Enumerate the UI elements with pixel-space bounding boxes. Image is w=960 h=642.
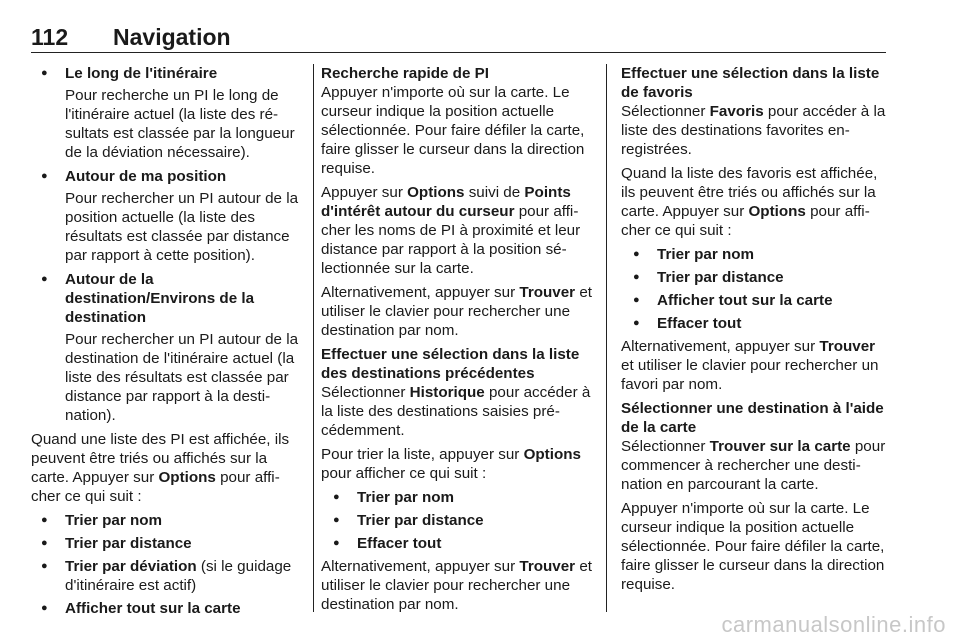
paragraph: Alternativement, appuyer sur Trouver et utiliser le clavier pour rechercher une destination par nom. bbox=[321, 558, 592, 613]
sort-options-list bbox=[621, 245, 888, 333]
list-item: ● Afficher tout sur la carte bbox=[621, 291, 888, 310]
list-item-description: Pour rechercher un PI autour de la destination de l'itinéraire actuel (la liste des résultats est classée par distance par rapport à la destination). bbox=[65, 331, 299, 424]
section-heading: Effectuer une sélection dans la liste des destinations précédentes bbox=[321, 346, 580, 382]
paragraph: Appuyer sur Options suivi de Points d'intérêt autour du curseur pour afficher les noms de PI à proximité et leur distance par rapport à la position sélectionnée sur la carte. bbox=[321, 184, 581, 277]
list-item bbox=[31, 270, 299, 425]
paragraph: Quand la liste des favoris est affichée, ils peuvent être triés ou affichés sur la carte. Appuyer sur Options pour afficher ce qui suit : bbox=[621, 165, 878, 239]
list-item: ● Effacer tout bbox=[321, 534, 592, 553]
list-item bbox=[31, 167, 299, 265]
list-item: ● Trier par nom bbox=[31, 511, 299, 530]
list-item: ● Trier par distance bbox=[621, 268, 888, 287]
paragraph: Alternativement, appuyer sur Trouver et utiliser le clavier pour rechercher un favori par nom. bbox=[621, 338, 879, 393]
paragraph: Appuyer n'importe où sur la carte. Le curseur indique la position actuelle sélectionnée. Pour faire défiler la carte, faire glisser le curseur dans la direction requise. bbox=[621, 500, 885, 593]
column-divider bbox=[606, 64, 607, 612]
section-heading: Recherche rapide de PI bbox=[321, 65, 489, 82]
list-item: ● Trier par nom bbox=[321, 488, 592, 507]
list-item: ● Trier par distance bbox=[31, 534, 299, 553]
column-left bbox=[31, 64, 299, 622]
page-header bbox=[31, 22, 886, 53]
section-heading: Effectuer une sélection dans la liste de favoris bbox=[621, 65, 880, 101]
page-title: Navigation bbox=[113, 24, 231, 50]
paragraph: Sélectionner Historique pour accéder à la liste des destinations saisies précédemment. bbox=[321, 384, 591, 439]
list-item-title: ● Le long de l'itinéraire bbox=[65, 65, 218, 82]
page-number: 112 bbox=[31, 24, 69, 50]
column-right bbox=[621, 64, 888, 599]
list-item: ● Effacer tout bbox=[621, 314, 888, 333]
list-item-title: ● Autour de ma position bbox=[65, 168, 227, 185]
paragraph: Pour trier la liste, appuyer sur Options pour afficher ce qui suit : bbox=[321, 446, 581, 482]
column-middle bbox=[321, 64, 592, 619]
paragraph: Alternativement, appuyer sur Trouver et utiliser le clavier pour rechercher une destination par nom. bbox=[321, 284, 592, 339]
list-item-description: Pour rechercher un PI autour de la position actuelle (la liste des résultats est classée par distance par rapport à cette position). bbox=[65, 190, 299, 264]
list-item-description: Pour recherche un PI le long de l'itinéraire actuel (la liste des résultats est classée par la longueur de la déviation nécessaire). bbox=[65, 87, 295, 161]
list-item: ● Trier par déviation (si le guidage d'itinéraire est actif) bbox=[31, 557, 299, 595]
list-item: ● Afficher tout sur la carte bbox=[31, 599, 299, 618]
sort-options-list bbox=[31, 511, 299, 618]
paragraph: Sélectionner Trouver sur la carte pour commencer à rechercher une destination en parcourant la carte. bbox=[621, 438, 886, 493]
sort-options-list bbox=[321, 488, 592, 553]
list-item bbox=[31, 64, 299, 162]
paragraph: Sélectionner Favoris pour accéder à la liste des destinations favorites enregistrées. bbox=[621, 103, 886, 158]
paragraph: Appuyer n'importe où sur la carte. Le curseur indique la position actuelle sélectionnée. Pour faire défiler la carte, faire glisser le curseur dans la direction requise. bbox=[321, 84, 585, 177]
list-item: ● Trier par nom bbox=[621, 245, 888, 264]
watermark: carmanualsonline.info bbox=[721, 612, 946, 637]
section-heading: Sélectionner une destination à l'aide de la carte bbox=[621, 400, 884, 436]
column-divider bbox=[313, 64, 314, 612]
list-item: ● Trier par distance bbox=[321, 511, 592, 530]
paragraph: Quand une liste des PI est affichée, ils peuvent être triés ou affichés sur la carte. Appuyer sur Options pour afficher ce qui suit : bbox=[31, 431, 290, 505]
list-item-title: ● Autour de la destination/Environs de la destination bbox=[65, 271, 255, 326]
poi-search-options-list bbox=[31, 64, 299, 425]
